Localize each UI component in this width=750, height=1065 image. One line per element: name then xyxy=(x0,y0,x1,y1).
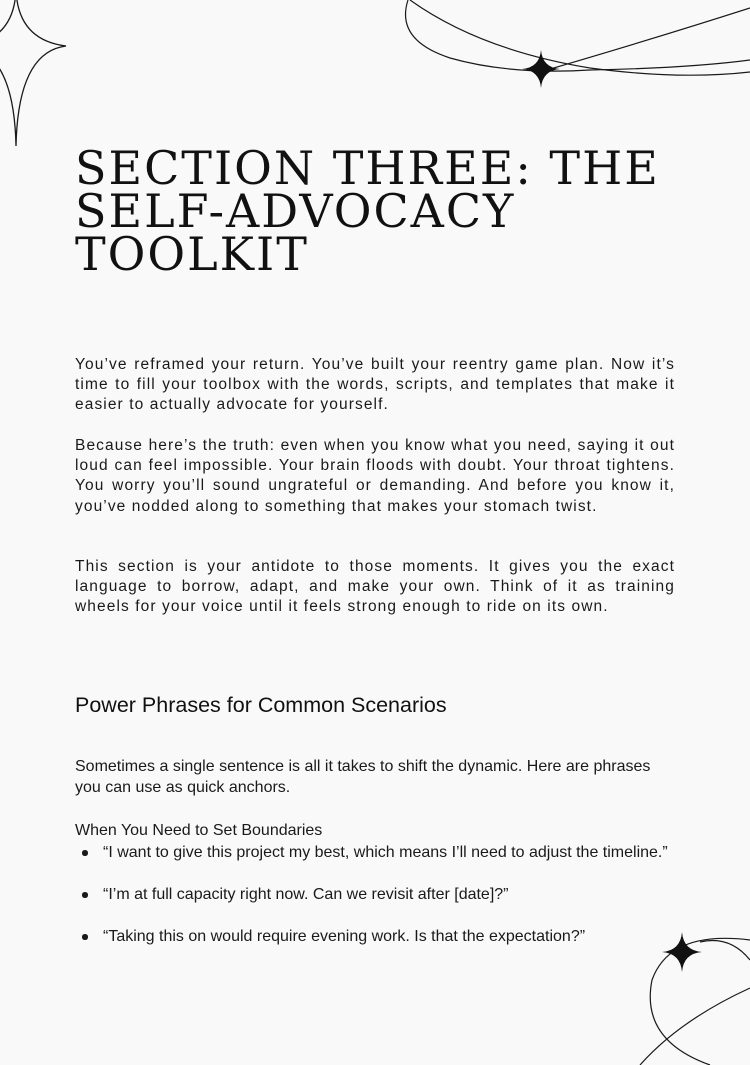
page-title xyxy=(75,141,675,281)
paragraph: This section is your antidote to those moments. It gives you the exact language to borrow, adapt, and make your own. Think of it as training wheels for your voice until it feels strong enough to ride on its own. xyxy=(75,558,675,616)
title-line: SECTION THREE: THE xyxy=(75,141,660,195)
four-point-star-icon xyxy=(662,932,702,972)
paragraph: You’ve reframed your return. You’ve built your reentry game plan. Now it’s time to fill your toolbox with the words, scripts, and templates that make it easier to actually advocate for yourself. xyxy=(75,356,675,414)
subsection-heading: When You Need to Set Boundaries xyxy=(75,822,323,839)
title-line: SELF-ADVOCACY xyxy=(75,184,516,238)
list-item: “I want to give this project my best, which means I’ll need to adjust the timeline.” xyxy=(75,842,675,863)
title-line: TOOLKIT xyxy=(75,227,309,281)
phrase-list xyxy=(75,842,675,968)
orbit-ring-icon xyxy=(390,0,750,95)
four-point-star-icon xyxy=(0,0,70,150)
four-point-star-icon xyxy=(522,50,560,88)
paragraph: Because here’s the truth: even when you know what you need, saying it out loud can feel impossible. Your brain floods with doubt. Your throat tightens. You worry you’ll sound ungrateful or demanding. And before you know it, you’ve nodded along to something that makes your stomach twist. xyxy=(75,437,675,515)
list-item: “I’m at full capacity right now. Can we revisit after [date]?” xyxy=(75,884,675,905)
section-intro: Sometimes a single sentence is all it takes to shift the dynamic. Here are phrases you can use as quick anchors. xyxy=(75,758,651,796)
section-heading: Power Phrases for Common Scenarios xyxy=(75,693,447,717)
list-item: “Taking this on would require evening work. Is that the expectation?” xyxy=(75,926,675,947)
